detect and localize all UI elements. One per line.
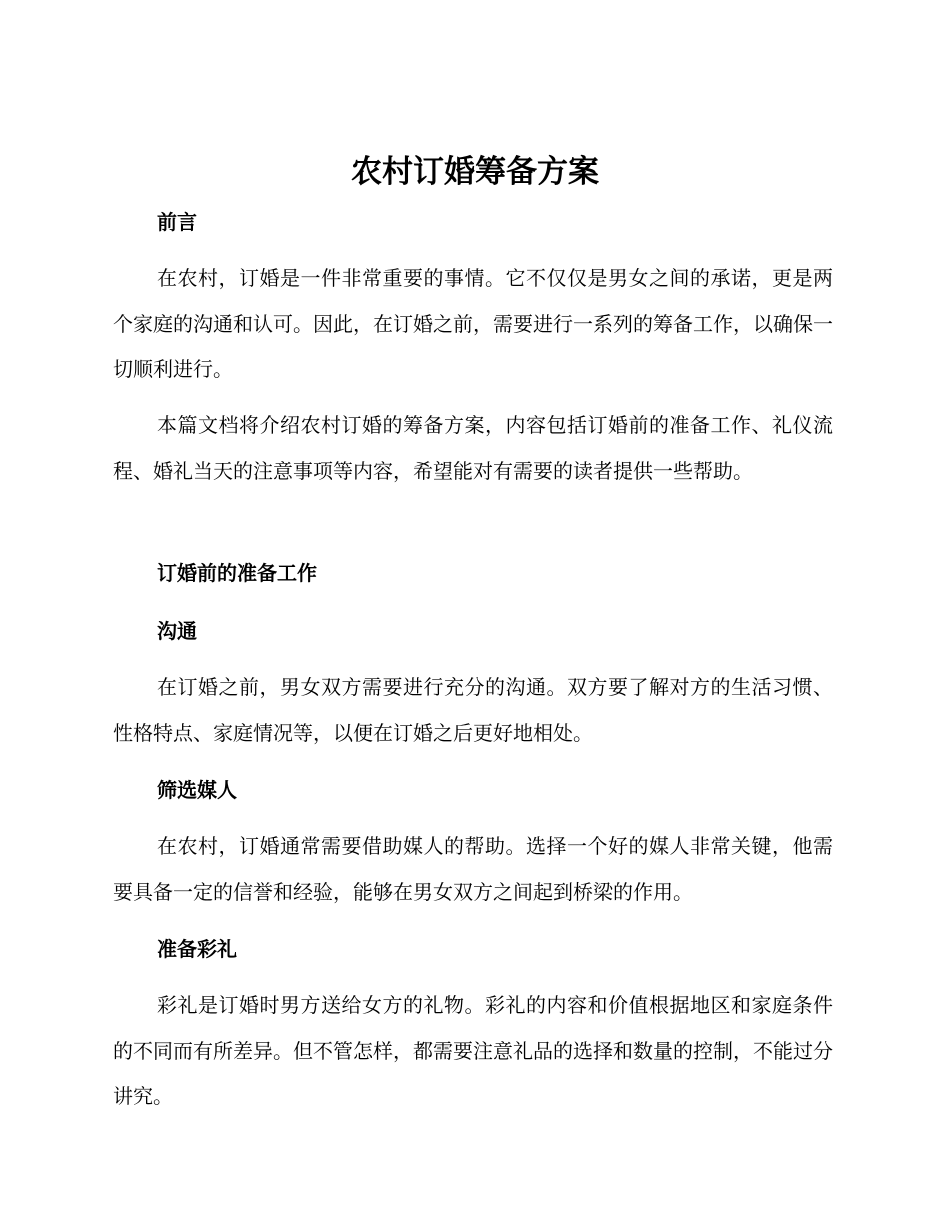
paragraph-preface-2: 本篇文档将介绍农村订婚的筹备方案，内容包括订婚前的准备工作、礼仪流程、婚礼当天的注意事项等内容，希望能对有需要的读者提供一些帮助。 <box>113 413 833 483</box>
paragraph-matchmaker: 在农村，订婚通常需要借助媒人的帮助。选择一个好的媒人非常关键，他需要具备一定的信誉和经验，能够在男女双方之间起到桥梁的作用。 <box>113 834 833 904</box>
document-title: 农村订婚筹备方案 <box>351 154 599 190</box>
section-heading-preface: 前言 <box>157 210 197 234</box>
paragraph-betrothal-gifts: 彩礼是订婚时男方送给女方的礼物。彩礼的内容和价值根据地区和家庭条件的不同而有所差异。但不管怎样，都需要注意礼品的选择和数量的控制，不能过分讲究。 <box>113 993 833 1108</box>
paragraph-communication: 在订婚之前，男女双方需要进行充分的沟通。双方要了解对方的生活习惯、性格特点、家庭情况等，以便在订婚之后更好地相处。 <box>113 675 833 745</box>
section-heading-preparation: 订婚前的准备工作 <box>157 561 317 585</box>
subheading-communication: 沟通 <box>157 619 197 643</box>
paragraph-preface-1: 在农村，订婚是一件非常重要的事情。它不仅仅是男女之间的承诺，更是两个家庭的沟通和认可。因此，在订婚之前，需要进行一系列的筹备工作，以确保一切顺利进行。 <box>113 266 833 381</box>
subheading-betrothal-gifts: 准备彩礼 <box>157 937 237 961</box>
subheading-matchmaker: 筛选媒人 <box>157 778 237 802</box>
